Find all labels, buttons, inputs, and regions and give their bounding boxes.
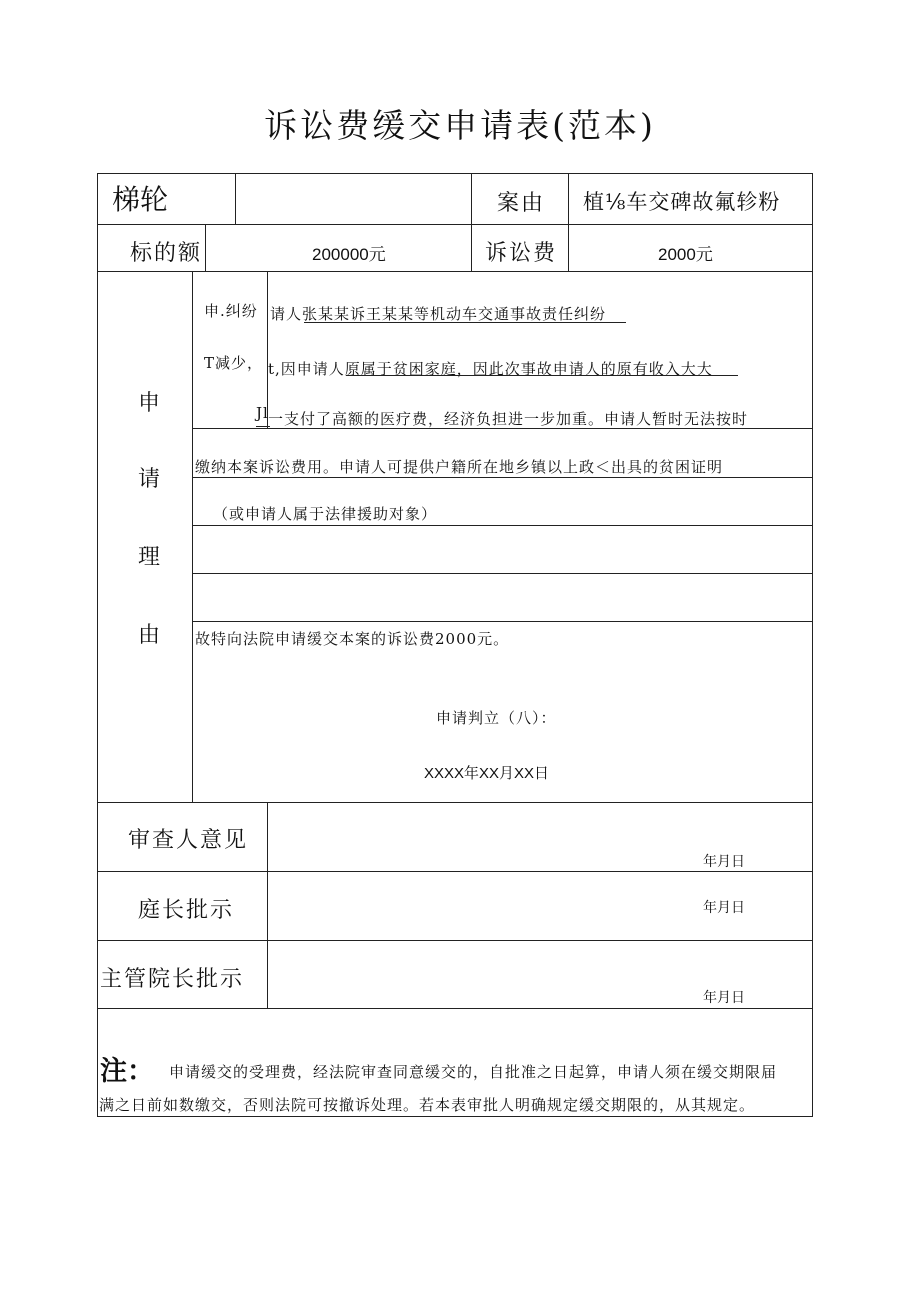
reviewer-date: 年月日 xyxy=(703,854,745,870)
field-label: 梯轮 xyxy=(112,183,169,216)
reason-line: t,因申请人原属于贫困家庭，因此次事故申请人的原有收入大大 xyxy=(268,360,713,378)
reason-line: 缴纳本案诉讼费用。申请人可提供户籍所在地乡镇以上政＜出具的贫困证明 xyxy=(195,458,724,476)
case-cause-label: 案由 xyxy=(497,191,546,216)
note-label: 注： xyxy=(100,1056,154,1087)
division-chief-label: 庭长批示 xyxy=(138,898,235,923)
applicant-label: 申请判立（八）： xyxy=(436,709,557,727)
subject-amount-label: 标的额 xyxy=(130,241,203,266)
reason-line: （或申请人属于法律援助对象） xyxy=(213,505,438,523)
fee-value: 2000元 xyxy=(658,245,713,264)
page-title: 诉讼费缓交申请表(范本) xyxy=(264,106,656,145)
reason-label-char: 理 xyxy=(138,545,161,570)
side-note: T减少， xyxy=(204,354,264,372)
reviewer-opinion-label: 审查人意见 xyxy=(128,828,249,853)
reason-label-char: 申 xyxy=(138,391,161,416)
side-note: Jl xyxy=(256,404,269,422)
application-date: XXXX年XX月XX日 xyxy=(424,765,550,782)
division-chief-date: 年月日 xyxy=(703,900,745,916)
note-line: 满之日前如数缴交，否则法院可按撤诉处理。若本表审批人明确规定缓交期限的，从其规定。 xyxy=(99,1096,756,1114)
side-note: 申.纠纷 xyxy=(204,302,258,320)
case-cause-value: 植⅛车交碑故氟轸粉 xyxy=(583,190,781,214)
reason-label-char: 由 xyxy=(138,623,161,648)
reason-line: 故特向法院申请缓交本案的诉讼费2000元。 xyxy=(195,630,510,648)
reason-label-char: 请 xyxy=(138,467,161,492)
president-date: 年月日 xyxy=(703,990,745,1006)
reason-line: 请人张某某诉王某某等机动车交通事故责任纠纷 xyxy=(270,305,607,323)
fee-label: 诉讼费 xyxy=(485,241,558,266)
president-label: 主管院长批示 xyxy=(100,967,245,992)
subject-amount-value: 200000元 xyxy=(312,245,386,264)
note-line: 申请缓交的受理费，经法院审查同意缓交的，自批准之日起算，申请人须在缓交期限届 xyxy=(169,1063,778,1081)
reason-line: 一支付了高额的医疗费，经济负担进一步加重。申请人暂时无法按时 xyxy=(268,410,749,428)
